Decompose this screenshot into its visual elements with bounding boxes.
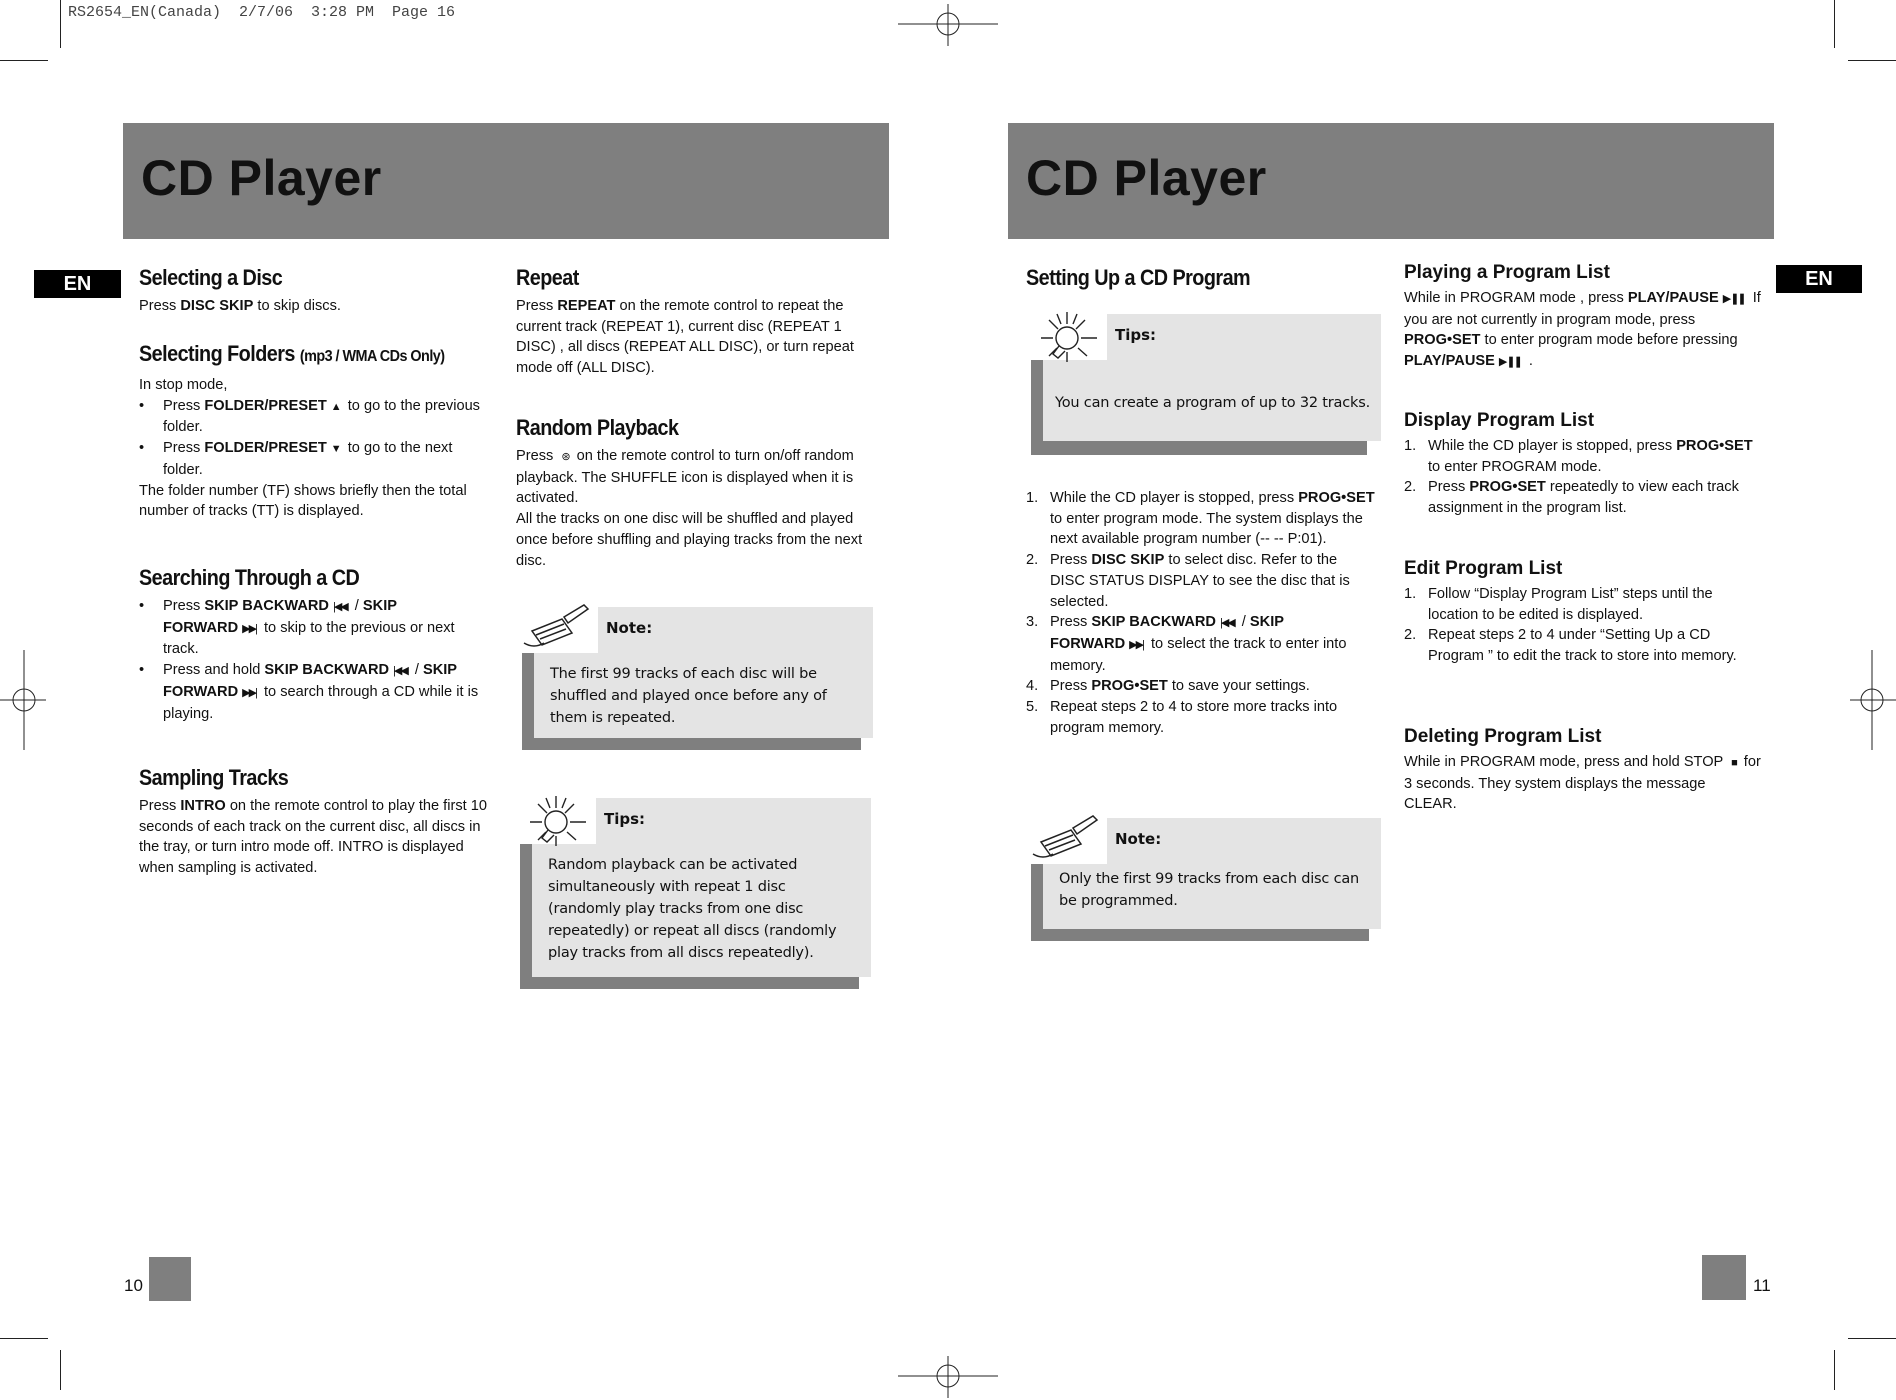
paragraph [139,481,491,522]
note-text: Only the first 99 tracks from each disc can be programmed. [1059,871,1360,909]
page-title: CD Player [1026,150,1267,206]
text-run: Follow “Display Program List” steps until the location to be edited is displayed. [1428,586,1713,623]
section-display-program-list [1404,408,1762,519]
section-heading [139,764,456,792]
list-marker: 3. [1026,614,1039,631]
section-searching-cd [139,564,491,724]
section-heading-text: Searching Through a CD [139,565,360,590]
section-heading [1404,408,1762,434]
registration-mark-icon [1848,650,1896,750]
tips-label: Tips: [1115,326,1157,344]
skip-forward-icon: ▶▶| [242,686,256,699]
registration-mark-icon [898,0,998,48]
section-playing-program-list [1404,260,1762,373]
list-item [1404,436,1762,477]
paragraph [139,296,491,317]
text-run: to save your settings. [1167,678,1310,695]
play-pause-icon: ▶ ❚❚ [1498,356,1521,369]
tips-label: Tips: [604,810,646,828]
text-run: to enter program mode. The system displays the next available program number (-- -- P:01). [1050,510,1363,548]
paragraph [516,296,870,379]
section-heading [516,264,835,292]
skip-forward-icon: ▶▶| [242,622,256,635]
paragraph [1404,288,1762,373]
text-run: on the remote control to play the first 10 seconds of each track on the current disc, all discs in the tray, or turn intro mode off. INTRO is displayed when sampling is activated. [139,798,487,877]
paragraph [516,509,870,571]
tips-box [1031,314,1381,455]
section-heading-text: Deleting Program List [1404,726,1602,747]
text-run: Repeat steps 2 to 4 to store more tracks into program memory. [1050,699,1338,736]
paragraph [139,375,491,396]
page-number: 10 [124,1276,143,1295]
text-run: The folder number (TF) shows briefly then the total number of tracks (TT) is displayed. [139,482,467,520]
text-run: to select the track to enter into memory. [1050,635,1347,674]
text-run: While in PROGRAM mode, press and hold STOP [1404,754,1728,770]
crop-mark [0,60,48,61]
text-run: In stop mode, [139,377,228,393]
list-marker: 1. [1026,490,1039,506]
section-deleting-program-list [1404,724,1762,815]
section-heading-text: Selecting a Disc [139,265,283,290]
section-heading-text: Setting Up a CD Program [1026,265,1251,290]
section-heading [139,564,456,592]
page-title: CD Player [141,150,382,206]
text-run: While in PROGRAM mode , press [1404,290,1628,306]
crop-mark [60,1350,61,1390]
bold-text: SKIP BACKWARD [264,662,390,679]
text-run: to search through a CD while it is playing. [163,683,479,722]
note-label: Note: [1115,830,1162,848]
list-item [1026,697,1376,738]
lightbulb-icon [1031,308,1107,364]
section-edit-program-list [1404,556,1762,667]
stop-icon: ■ [1731,757,1736,769]
text-run: Press [1050,678,1092,695]
list-item [139,596,491,660]
list-item [1404,584,1762,625]
bold-text: FOLDER/PRESET [204,397,327,414]
crop-mark [1848,60,1896,61]
list-marker: 2. [1404,479,1417,496]
bold-text: DISC SKIP [1091,552,1165,569]
text-run: to go to the next folder. [163,440,453,478]
bold-text: SKIP FORWARD [163,662,457,700]
text-run: Press [1050,552,1092,569]
text-run: While the CD player is stopped, press [1428,438,1677,454]
section-heading [1404,260,1762,286]
bold-text: DISC SKIP [180,298,254,314]
left-page-header [123,123,889,239]
list-item [1026,676,1376,697]
registration-mark-icon [0,650,48,750]
note-box [1031,818,1381,941]
up-triangle-icon: ▲ [330,400,340,413]
section-heading [139,340,490,371]
crop-mark [1848,1338,1896,1339]
text-run: Press and hold [163,662,265,679]
section-heading [1404,556,1762,582]
tips-text: You can create a program of up to 32 tracks. [1055,395,1370,411]
text-run: While the CD player is stopped, press [1050,490,1299,506]
skip-forward-icon: ▶▶| [1129,638,1143,651]
section-setting-up-program [1026,264,1386,296]
tips-text: Random playback can be activated simultaneously with repeat 1 disc (randomly play tracks from one disc repeatedly) or repeat all discs (randomly play tracks from all discs repeatedly). [548,857,837,961]
bold-text: REPEAT [557,298,616,314]
list-item [1026,550,1376,612]
bold-text: PROG•SET [1469,479,1546,496]
text-run: on the remote control to turn on/off random playback. The SHUFFLE icon is displayed when it is activated. [516,448,854,507]
skip-backward-icon: |◀◀ [1219,617,1234,630]
list-marker: • [139,662,145,679]
paragraph [1404,752,1762,815]
section-heading-text: Selecting Folders [139,341,295,366]
text-run: Press [516,298,558,314]
section-heading [516,414,835,442]
text-run: for 3 seconds. They system displays the message CLEAR. [1404,754,1761,813]
section-heading [1404,724,1762,750]
list-item [1026,612,1376,676]
play-pause-icon: ▶ ❚❚ [1722,293,1745,305]
text-run: Press [1050,614,1092,631]
bold-text: SKIP FORWARD [163,598,397,636]
bold-text: SKIP BACKWARD [1091,614,1216,631]
note-pen-icon [522,601,598,657]
page-number-tab [1702,1255,1746,1300]
list-item [1026,488,1376,550]
program-steps-list [1026,488,1376,738]
skip-backward-icon: |◀◀ [332,601,347,613]
list-marker: 5. [1026,699,1039,716]
text-run: Press [139,298,181,314]
section-sampling-tracks [139,764,491,879]
list-marker: 4. [1026,678,1039,695]
section-repeat [516,264,870,379]
text-run: on the remote control to repeat the current track (REPEAT 1), current disc (REPEAT 1 DISC) , all discs (REPEAT ALL DISC), or turn repeat mode off (ALL DISC). [516,298,854,377]
note-box [522,607,873,750]
right-page-header [1008,123,1774,239]
text-run: / [410,662,423,679]
language-badge: EN [1776,265,1862,293]
down-triangle-icon: ▼ [330,443,340,456]
text-run: All the tracks on one disc will be shuffled and played once before shuffling and playing tracks from the next disc. [516,511,863,569]
section-heading-text: Display Program List [1404,410,1595,431]
bold-text: INTRO [180,798,226,814]
section-selecting-folders [139,340,491,522]
list-marker: • [139,440,145,457]
section-heading [1026,264,1350,292]
language-badge: EN [34,270,121,298]
print-slug: RS2654_EN(Canada) 2/7/06 3:28 PM Page 16 [68,4,456,21]
text-run: to enter program mode before pressing [1480,332,1738,349]
text-run: / [1237,614,1250,631]
list-marker: 2. [1404,627,1417,644]
section-heading-text: Repeat [516,265,579,290]
text-run: Press [516,448,558,464]
lightbulb-icon [520,792,596,848]
section-heading-text: Playing a Program List [1404,262,1610,283]
text-run: Repeat steps 2 to 4 under “Setting Up a CD Program ” to edit the track to store into memory. [1428,627,1737,665]
bold-text: PROG•SET [1404,332,1481,349]
bold-text: PLAY/PAUSE [1404,353,1495,370]
paragraph [516,446,870,509]
crop-mark [1834,0,1835,48]
list-marker: 2. [1026,552,1039,569]
list-marker: • [139,598,145,614]
bold-text: PLAY/PAUSE [1627,290,1719,306]
list-item [1404,625,1762,666]
section-heading [139,264,456,292]
bold-text: SKIP FORWARD [1050,614,1284,652]
crop-mark [0,1338,48,1339]
list-item [139,660,491,724]
list-marker: 1. [1404,438,1417,454]
text-run: . [1524,353,1533,370]
note-label: Note: [606,619,653,637]
list-item [1404,477,1762,518]
list-marker: • [139,397,145,414]
list-marker: 1. [1404,586,1417,602]
bold-text: FOLDER/PRESET [204,440,327,457]
registration-mark-icon [898,1352,998,1400]
section-heading-text: Random Playback [516,415,679,440]
tips-box [520,798,871,989]
text-run: to enter PROGRAM mode. [1428,458,1602,475]
section-random-playback [516,414,870,571]
list-item [139,438,491,480]
section-heading-note: (mp3 / WMA CDs Only) [299,348,445,365]
section-selecting-disc [139,264,491,317]
bold-text: PROG•SET [1298,490,1375,506]
text-run: If you are not currently in program mode, press [1404,290,1761,328]
crop-mark [1834,1350,1835,1390]
page-number-tab [149,1257,191,1301]
paragraph [139,796,491,879]
list-item [139,396,491,438]
note-pen-icon [1031,812,1107,868]
page-number: 11 [1753,1276,1771,1295]
bold-text: PROG•SET [1091,678,1168,695]
text-run: Press [163,598,205,614]
text-run: repeatedly to view each track assignment in the program list. [1428,479,1739,517]
shuffle-icon: ⊛ [561,451,569,463]
text-run: to select disc. Refer to the DISC STATUS DISPLAY to see the disc that is selected. [1050,552,1350,610]
text-run: / [350,598,363,614]
crop-mark [60,0,61,48]
section-heading-text: Sampling Tracks [139,765,289,790]
text-run: to skip discs. [253,298,341,314]
text-run: Press [1428,479,1470,496]
bold-text: PROG•SET [1676,438,1753,454]
bold-text: SKIP BACKWARD [204,598,329,614]
text-run: Press [163,397,205,414]
text-run: to go to the previous folder. [163,397,480,436]
skip-backward-icon: |◀◀ [393,665,407,678]
text-run: to skip to the previous or next track. [163,619,455,658]
text-run: Press [139,798,181,814]
section-heading-text: Edit Program List [1404,558,1563,579]
text-run: Press [163,440,205,457]
note-text: The first 99 tracks of each disc will be shuffled and played once before any of them is repeated. [550,666,827,726]
